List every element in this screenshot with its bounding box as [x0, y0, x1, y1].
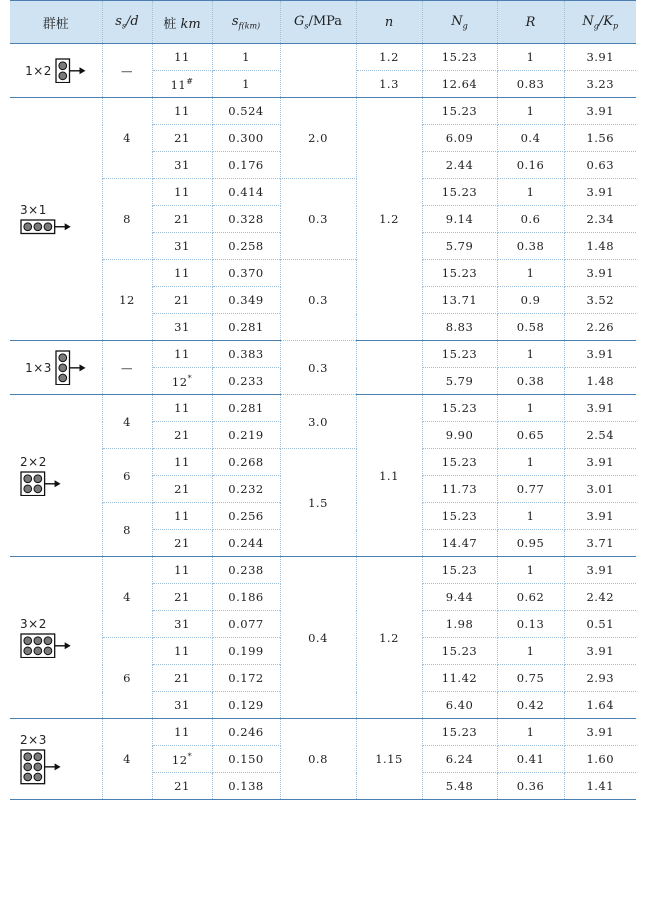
sf-cell: 0.246: [212, 719, 280, 746]
ratio-cell: 3.91: [564, 449, 636, 476]
pile-cell: [152, 341, 212, 368]
r-cell: 1: [497, 719, 564, 746]
pile-cell: [152, 746, 212, 773]
r-cell: 0.58: [497, 314, 564, 341]
sf-cell: 0.219: [212, 422, 280, 449]
ng-cell: 15.23: [422, 449, 497, 476]
pile-id: 11: [174, 509, 190, 523]
r-cell: 1: [497, 395, 564, 422]
header-gs: $G_s$/MPa: [280, 1, 356, 44]
ng-cell: 15.23: [422, 341, 497, 368]
spacing-cell: 4: [102, 98, 152, 179]
sf-cell: 1: [212, 44, 280, 71]
pile-id: 11: [174, 266, 190, 280]
ng-cell: 15.23: [422, 395, 497, 422]
table-row: [10, 179, 636, 206]
pile-cell: [152, 692, 212, 719]
gs-cell: 2.0: [280, 98, 356, 179]
n-cell: 1.1: [356, 395, 422, 557]
sf-cell: 0.199: [212, 638, 280, 665]
spacing-cell: 4: [102, 395, 152, 449]
ng-cell: 2.44: [422, 152, 497, 179]
pile-cell: [152, 584, 212, 611]
pile-cell: [152, 44, 212, 71]
ratio-cell: 0.63: [564, 152, 636, 179]
sf-cell: 0.176: [212, 152, 280, 179]
n-cell: 1.15: [356, 719, 422, 800]
pile-id: 11: [174, 455, 190, 469]
sf-cell: 1: [212, 71, 280, 98]
r-cell: 0.62: [497, 584, 564, 611]
header-group: 群桩: [10, 1, 102, 44]
spacing-cell: 6: [102, 449, 152, 503]
ng-cell: 6.24: [422, 746, 497, 773]
pile-mark: *: [187, 373, 193, 383]
pile-cell: [152, 449, 212, 476]
header-ng: $N_g$: [422, 1, 497, 44]
pile-cell: [152, 638, 212, 665]
sf-cell: 0.281: [212, 314, 280, 341]
gs-cell: 3.0: [280, 395, 356, 449]
sf-cell: 0.414: [212, 179, 280, 206]
group-name: 3×1: [20, 203, 47, 218]
gs-cell: 1.5: [280, 449, 356, 557]
r-cell: 1: [497, 341, 564, 368]
pile-id: 31: [174, 320, 190, 334]
ng-cell: 6.40: [422, 692, 497, 719]
ng-cell: 15.23: [422, 98, 497, 125]
pile-id: 31: [174, 698, 190, 712]
pile-cell: [152, 179, 212, 206]
pile-id: 21: [174, 590, 190, 604]
ng-cell: 6.09: [422, 125, 497, 152]
pile-mark: #: [186, 76, 194, 86]
ng-cell: 12.64: [422, 71, 497, 98]
sf-cell: 0.370: [212, 260, 280, 287]
r-cell: 0.38: [497, 233, 564, 260]
table-row: [10, 341, 636, 368]
group-label-cell: [10, 395, 102, 557]
r-cell: 0.36: [497, 773, 564, 800]
ng-cell: 15.23: [422, 44, 497, 71]
header-spacing: $s_s/d$: [102, 1, 152, 44]
r-cell: 0.4: [497, 125, 564, 152]
pile-cell: [152, 530, 212, 557]
ratio-cell: 3.91: [564, 557, 636, 584]
r-cell: 0.13: [497, 611, 564, 638]
spacing-cell: 12: [102, 260, 152, 341]
pile-2x2-icon: [20, 471, 62, 497]
r-cell: 0.75: [497, 665, 564, 692]
pile-id: 21: [174, 482, 190, 496]
pile-cell: [152, 665, 212, 692]
ratio-cell: 3.91: [564, 341, 636, 368]
ng-cell: 11.73: [422, 476, 497, 503]
pile-id: 21: [174, 293, 190, 307]
ng-cell: 15.23: [422, 638, 497, 665]
table-container: [10, 0, 636, 800]
group-name: 2×3: [20, 733, 47, 748]
ratio-cell: 2.34: [564, 206, 636, 233]
pile-id: 12: [171, 752, 188, 767]
pile-id: 11: [174, 644, 190, 658]
pile-cell: [152, 611, 212, 638]
ng-cell: 15.23: [422, 260, 497, 287]
r-cell: 0.42: [497, 692, 564, 719]
ng-cell: 9.90: [422, 422, 497, 449]
ng-cell: 5.79: [422, 233, 497, 260]
pile-id: 12: [171, 374, 188, 389]
ratio-cell: 1.60: [564, 746, 636, 773]
r-cell: 1: [497, 557, 564, 584]
pile-cell: [152, 125, 212, 152]
pile-cell: [152, 773, 212, 800]
ng-cell: 1.98: [422, 611, 497, 638]
r-cell: 1: [497, 503, 564, 530]
pile-cell: [152, 260, 212, 287]
ratio-cell: 3.91: [564, 503, 636, 530]
spacing-cell: 6: [102, 638, 152, 719]
pile-cell: [152, 557, 212, 584]
pile-id: 11: [174, 50, 190, 64]
ratio-cell: 3.91: [564, 44, 636, 71]
pile-id: 11: [174, 185, 190, 199]
spacing-cell: 8: [102, 179, 152, 260]
pile-id: 21: [174, 536, 190, 550]
ng-cell: 9.14: [422, 206, 497, 233]
ratio-cell: 3.52: [564, 287, 636, 314]
sf-cell: 0.129: [212, 692, 280, 719]
group-label-cell: [10, 341, 102, 395]
pile-id: 21: [174, 671, 190, 685]
group-label-cell: [10, 44, 102, 98]
gs-cell: 0.3: [280, 260, 356, 341]
pile-id: 21: [174, 779, 190, 793]
sf-cell: 0.268: [212, 449, 280, 476]
pile-cell: [152, 314, 212, 341]
r-cell: 0.77: [497, 476, 564, 503]
r-cell: 0.65: [497, 422, 564, 449]
pile-id: 11: [174, 401, 190, 415]
spacing-cell: 4: [102, 719, 152, 800]
r-cell: 0.9: [497, 287, 564, 314]
pile-cell: [152, 368, 212, 395]
pile-id: 11: [174, 347, 190, 361]
pile-id: 21: [174, 131, 190, 145]
ratio-cell: 3.91: [564, 395, 636, 422]
n-cell: 1.2: [356, 98, 422, 341]
group-label-cell: [10, 98, 102, 341]
pile-id: 21: [174, 428, 190, 442]
sf-cell: 0.258: [212, 233, 280, 260]
ratio-cell: 0.51: [564, 611, 636, 638]
sf-cell: 0.349: [212, 287, 280, 314]
gs-cell: 0.4: [280, 557, 356, 719]
ng-cell: 5.48: [422, 773, 497, 800]
pile-cell: [152, 152, 212, 179]
pile-id: 11: [174, 563, 190, 577]
ratio-cell: 2.42: [564, 584, 636, 611]
spacing-cell: 4: [102, 557, 152, 638]
r-cell: 0.41: [497, 746, 564, 773]
gs-cell: 0.3: [280, 341, 356, 395]
header-sf: $s_{f(km)}$: [212, 1, 280, 44]
table-row: [10, 98, 636, 125]
pile-id: 11: [174, 104, 190, 118]
pile-1x2-icon: [55, 58, 87, 84]
sf-cell: 0.256: [212, 503, 280, 530]
pile-cell: [152, 422, 212, 449]
r-cell: 0.83: [497, 71, 564, 98]
table-row: [10, 557, 636, 584]
pile-mark: *: [187, 751, 193, 761]
sf-cell: 0.138: [212, 773, 280, 800]
ratio-cell: 1.64: [564, 692, 636, 719]
table-row: [10, 395, 636, 422]
ratio-cell: 3.91: [564, 179, 636, 206]
ratio-cell: 1.41: [564, 773, 636, 800]
pile-id: 31: [174, 158, 190, 172]
n-cell: 1.2: [356, 44, 422, 71]
sf-cell: 0.244: [212, 530, 280, 557]
pile-id: 21: [174, 212, 190, 226]
r-cell: 1: [497, 98, 564, 125]
sf-cell: 0.328: [212, 206, 280, 233]
ratio-cell: 3.91: [564, 260, 636, 287]
n-cell: 1.2: [356, 557, 422, 719]
ratio-cell: 1.48: [564, 233, 636, 260]
sf-cell: 0.300: [212, 125, 280, 152]
pile-id: 11: [170, 77, 187, 92]
ratio-cell: 3.91: [564, 638, 636, 665]
ratio-cell: 3.91: [564, 98, 636, 125]
r-cell: 1: [497, 260, 564, 287]
r-cell: 1: [497, 638, 564, 665]
header-n: n: [356, 1, 422, 44]
sf-cell: 0.172: [212, 665, 280, 692]
r-cell: 1: [497, 44, 564, 71]
r-cell: 0.95: [497, 530, 564, 557]
pile-cell: [152, 98, 212, 125]
group-name: 3×2: [20, 616, 47, 631]
sf-cell: 0.077: [212, 611, 280, 638]
ratio-cell: 3.23: [564, 71, 636, 98]
sf-cell: 0.238: [212, 557, 280, 584]
ng-cell: 15.23: [422, 179, 497, 206]
ratio-cell: 2.54: [564, 422, 636, 449]
ng-cell: 15.23: [422, 719, 497, 746]
sf-cell: 0.233: [212, 368, 280, 395]
pile-cell: [152, 206, 212, 233]
sf-cell: 0.232: [212, 476, 280, 503]
ratio-cell: 3.91: [564, 719, 636, 746]
gs-cell: 0.3: [280, 179, 356, 260]
ng-cell: 15.23: [422, 557, 497, 584]
header-pile: 桩 km: [152, 1, 212, 44]
ng-cell: 5.79: [422, 368, 497, 395]
group-label-cell: [10, 719, 102, 800]
pile-cell: [152, 287, 212, 314]
sf-cell: 0.186: [212, 584, 280, 611]
pile-cell: [152, 503, 212, 530]
spacing-cell: —: [102, 44, 152, 98]
pile-id: 31: [174, 617, 190, 631]
r-cell: 0.16: [497, 152, 564, 179]
group-name: 1×2: [25, 63, 52, 78]
ratio-cell: 1.56: [564, 125, 636, 152]
ratio-cell: 1.48: [564, 368, 636, 395]
n-cell: [356, 341, 422, 395]
pile-cell: [152, 233, 212, 260]
n-cell: 1.3: [356, 71, 422, 98]
ng-cell: 15.23: [422, 503, 497, 530]
pile-cell: [152, 719, 212, 746]
table-row: [10, 719, 636, 746]
sf-cell: 0.281: [212, 395, 280, 422]
pile-1x3-icon: [55, 350, 87, 386]
r-cell: 0.6: [497, 206, 564, 233]
gs-cell: 0.8: [280, 719, 356, 800]
r-cell: 1: [497, 449, 564, 476]
pile-3x1-icon: [20, 219, 72, 235]
table-row: [10, 449, 636, 476]
ratio-cell: 2.26: [564, 314, 636, 341]
spacing-cell: —: [102, 341, 152, 395]
ng-cell: 11.42: [422, 665, 497, 692]
ng-cell: 9.44: [422, 584, 497, 611]
pile-cell: [152, 395, 212, 422]
gs-cell: [280, 44, 356, 98]
header-ratio: $N_g/K_p$: [564, 1, 636, 44]
sf-cell: 0.524: [212, 98, 280, 125]
pile-id: 11: [174, 725, 190, 739]
r-cell: 0.38: [497, 368, 564, 395]
header-r: R: [497, 1, 564, 44]
group-label-cell: [10, 557, 102, 719]
table-row: [10, 44, 636, 71]
header-row: [10, 1, 636, 44]
pile-cell: [152, 476, 212, 503]
group-name: 2×2: [20, 454, 47, 469]
ng-cell: 14.47: [422, 530, 497, 557]
pile-cell: [152, 71, 212, 98]
ratio-cell: 3.71: [564, 530, 636, 557]
spacing-cell: 8: [102, 503, 152, 557]
r-cell: 1: [497, 179, 564, 206]
ng-cell: 13.71: [422, 287, 497, 314]
pile-3x2-icon: [20, 633, 72, 659]
sf-cell: 0.150: [212, 746, 280, 773]
group-name: 1×3: [25, 360, 52, 375]
sf-cell: 0.383: [212, 341, 280, 368]
pile-id: 31: [174, 239, 190, 253]
ng-cell: 8.83: [422, 314, 497, 341]
pile-2x3-icon: [20, 749, 62, 785]
table-row: [10, 260, 636, 287]
pile-group-table: [10, 0, 636, 800]
ratio-cell: 2.93: [564, 665, 636, 692]
ratio-cell: 3.01: [564, 476, 636, 503]
